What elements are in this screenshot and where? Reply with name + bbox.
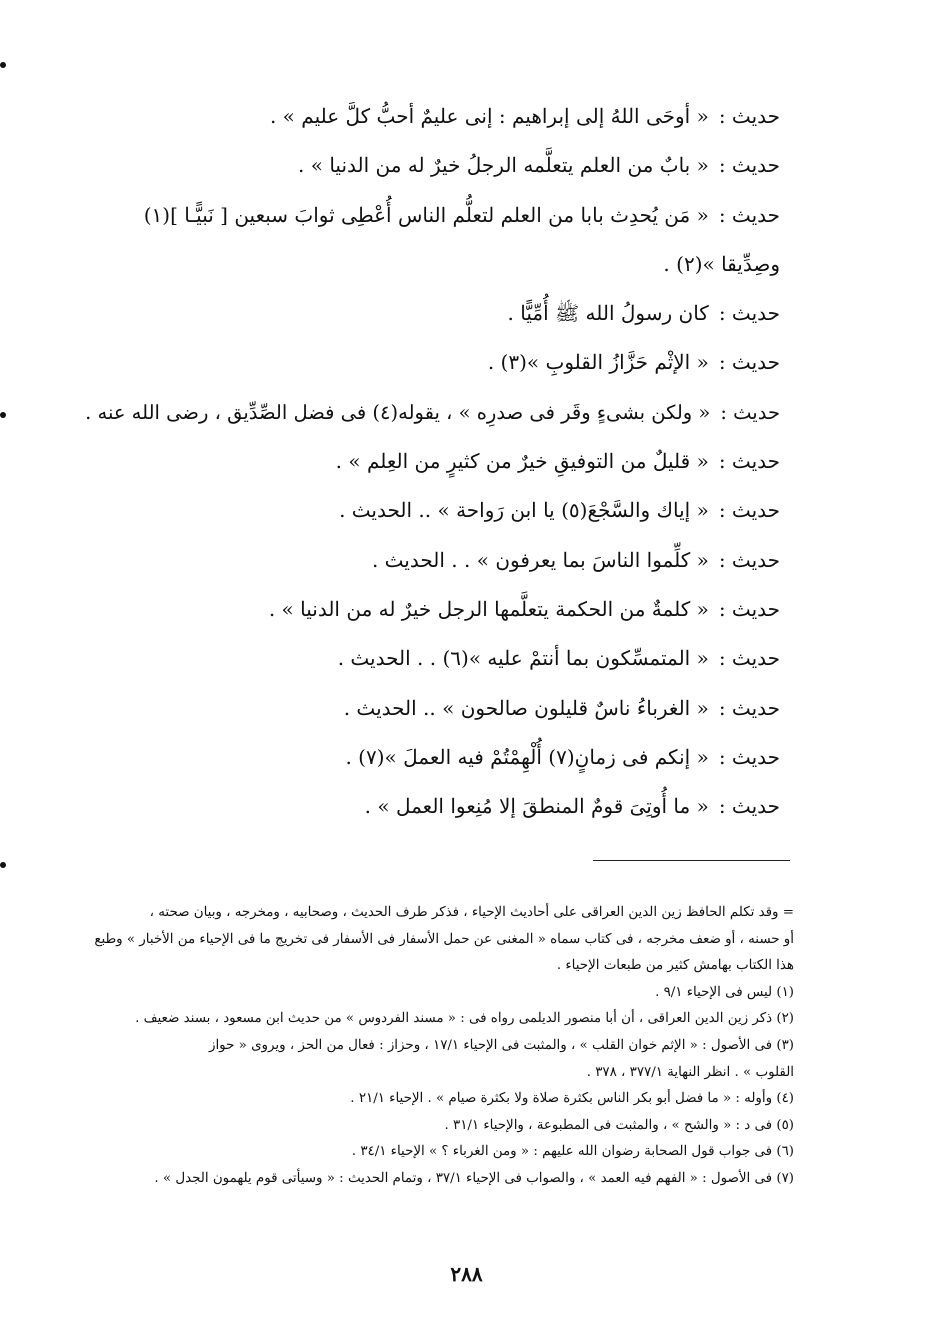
footnote-line: القلوب » . انظر النهاية ٣٧٧/١ ، ٣٧٨ . [586, 1064, 794, 1080]
hadith-text: « ما أُوتِىَ قومٌ المنطقَ إلا مُنِعوا العمل » . [364, 794, 709, 819]
footnote-line: (٥) فى د : « والشح » ، والمثبت فى المطبوعة ، والإحياء ٣١/١ . [444, 1117, 794, 1133]
hadith-label: حديث : [718, 153, 780, 178]
footnote-line: (٢) ذكر زين الدين العراقى ، أن أبا منصور الديلمى رواه فى : « مسند الفردوس » من حديث ابن مسعود ، بسند ضعيف . [135, 1011, 794, 1027]
hadith-line [70, 388, 780, 437]
hadith-label: حديث : [718, 744, 780, 769]
hadith-text: « المتمسِّكون بما أنتمْ عليه »(٦) . . الحديث . [337, 646, 709, 671]
hadith-label: حديث : [718, 646, 780, 671]
hadith-line [70, 634, 780, 683]
footnote-line: (٧) فى الأصول : « الفهم فيه العمد » ، والصواب فى الإحياء ٣٧/١ ، وتمام الحديث : « وسيأتى قوم يلهمون الجدل » . [154, 1170, 794, 1186]
hadith-text: « كلِّموا الناسَ بما يعرفون » . . الحديث . [371, 547, 709, 572]
hadith-line [70, 782, 780, 831]
hadith-line [70, 141, 780, 190]
hadith-label: حديث : [720, 400, 780, 424]
hadith-text: « قليلٌ من التوفيقِ خيرٌ من كثيرٍ من العِلم » . [335, 449, 709, 474]
footnote-line: = وقد تكلم الحافظ زين الدين العراقى على أحاديث الإحياء ، فذكر طرف الحديث ، وصحابيه ، ومخرجه ، وبيان صحته ، [149, 905, 794, 920]
hadith-line [70, 486, 780, 535]
hadith-text: « مَن يُحدِث بابا من العلم لتعلُّم الناس أُعْطِى ثوابَ سبعين [ نَبيًّـا ](١) [143, 202, 709, 227]
footnote-line: أو حسنه ، أو ضعف مخرجه ، فى كتاب سماه « المغنى عن حمل الأسفار فى الأسفار فى تخريج ما فى الإحياء من الأخبار » وطبع [94, 931, 794, 947]
hadith-label: حديث : [718, 596, 780, 621]
binding-mark [0, 862, 6, 868]
footnotes [72, 900, 794, 1193]
hadith-label: حديث : [718, 301, 780, 326]
footnote-separator [593, 860, 790, 861]
hadith-text: « إياك والسَّجْعَ(٥) يا ابن رَواحة » .. الحديث . [339, 498, 709, 523]
hadith-list [70, 92, 780, 831]
footnote-line: (٦) فى جواب قول الصحابة رضوان الله عليهم : « ومن الغرباء ؟ » الإحياء ٣٤/١ . [351, 1144, 794, 1160]
hadith-line [70, 92, 780, 141]
page-number: ٢٨٨ [450, 1262, 483, 1286]
hadith-text: « الإثْم حَزَّازُ القلوبِ »(٣) . [487, 350, 709, 375]
hadith-label: حديث : [718, 350, 780, 375]
hadith-label: حديث : [718, 498, 780, 523]
hadith-label: حديث : [718, 449, 780, 474]
hadith-line-continuation [70, 240, 780, 289]
hadith-text: « كلمةٌ من الحكمة يتعلَّمها الرجل خيرٌ له من الدنيا » . [268, 596, 709, 621]
hadith-label: حديث : [718, 695, 780, 720]
hadith-label: حديث : [718, 547, 780, 572]
hadith-text: كان رسولُ الله ﷺ أُمِّيًّا . [507, 301, 709, 326]
hadith-line [70, 536, 780, 585]
footnote-line: (١) ليس فى الإحياء ٩/١ . [655, 984, 794, 1000]
hadith-text: « إنكم فى زمانٍ(٧) أُلْهِمْتُمْ فيه العملَ »(٧) . [345, 744, 709, 769]
footnote-line: هذا الكتاب بهامش كثير من طبعات الإحياء . [556, 958, 794, 974]
hadith-line [70, 338, 780, 387]
hadith-label: حديث : [718, 202, 780, 227]
hadith-line [70, 684, 780, 733]
hadith-text: « أوحَى اللهُ إلى إبراهيم : إنى عليمٌ أحبُّ كلَّ عليم » . [269, 104, 709, 128]
hadith-label: حديث : [718, 794, 780, 819]
hadith-line [70, 733, 780, 782]
hadith-label: حديث : [718, 104, 780, 128]
binding-mark [0, 412, 6, 418]
hadith-text: وصِدِّيقا »(٢) . [663, 251, 780, 276]
hadith-line [70, 437, 780, 486]
hadith-text: « بابٌ من العلم يتعلَّمه الرجلُ خيرٌ له من الدنيا » . [298, 153, 709, 178]
hadith-line [70, 585, 780, 634]
hadith-text: « ولكن بشىءٍ وقَر فى صدرِه » ، يقوله(٤) فى فضل الصِّدِّيق ، رضى الله عنه . [85, 400, 711, 424]
footnote-line: (٤) وأوله : « ما فضل أبو بكر الناس بكثرة صلاة ولا بكثرة صيام » . الإحياء ٢١/١ . [350, 1091, 794, 1107]
binding-mark [0, 62, 6, 68]
hadith-line [70, 191, 780, 240]
hadith-line [70, 289, 780, 338]
footnote-line: (٣) فى الأصول : « الإثم خوان القلب » ، والمثبت فى الإحياء ١٧/١ ، وحزاز : فعال من الحز ، ويروى « حواز [208, 1037, 794, 1053]
hadith-text: « الغرباءُ ناسٌ قليلون صالحون » .. الحديث . [343, 695, 709, 720]
